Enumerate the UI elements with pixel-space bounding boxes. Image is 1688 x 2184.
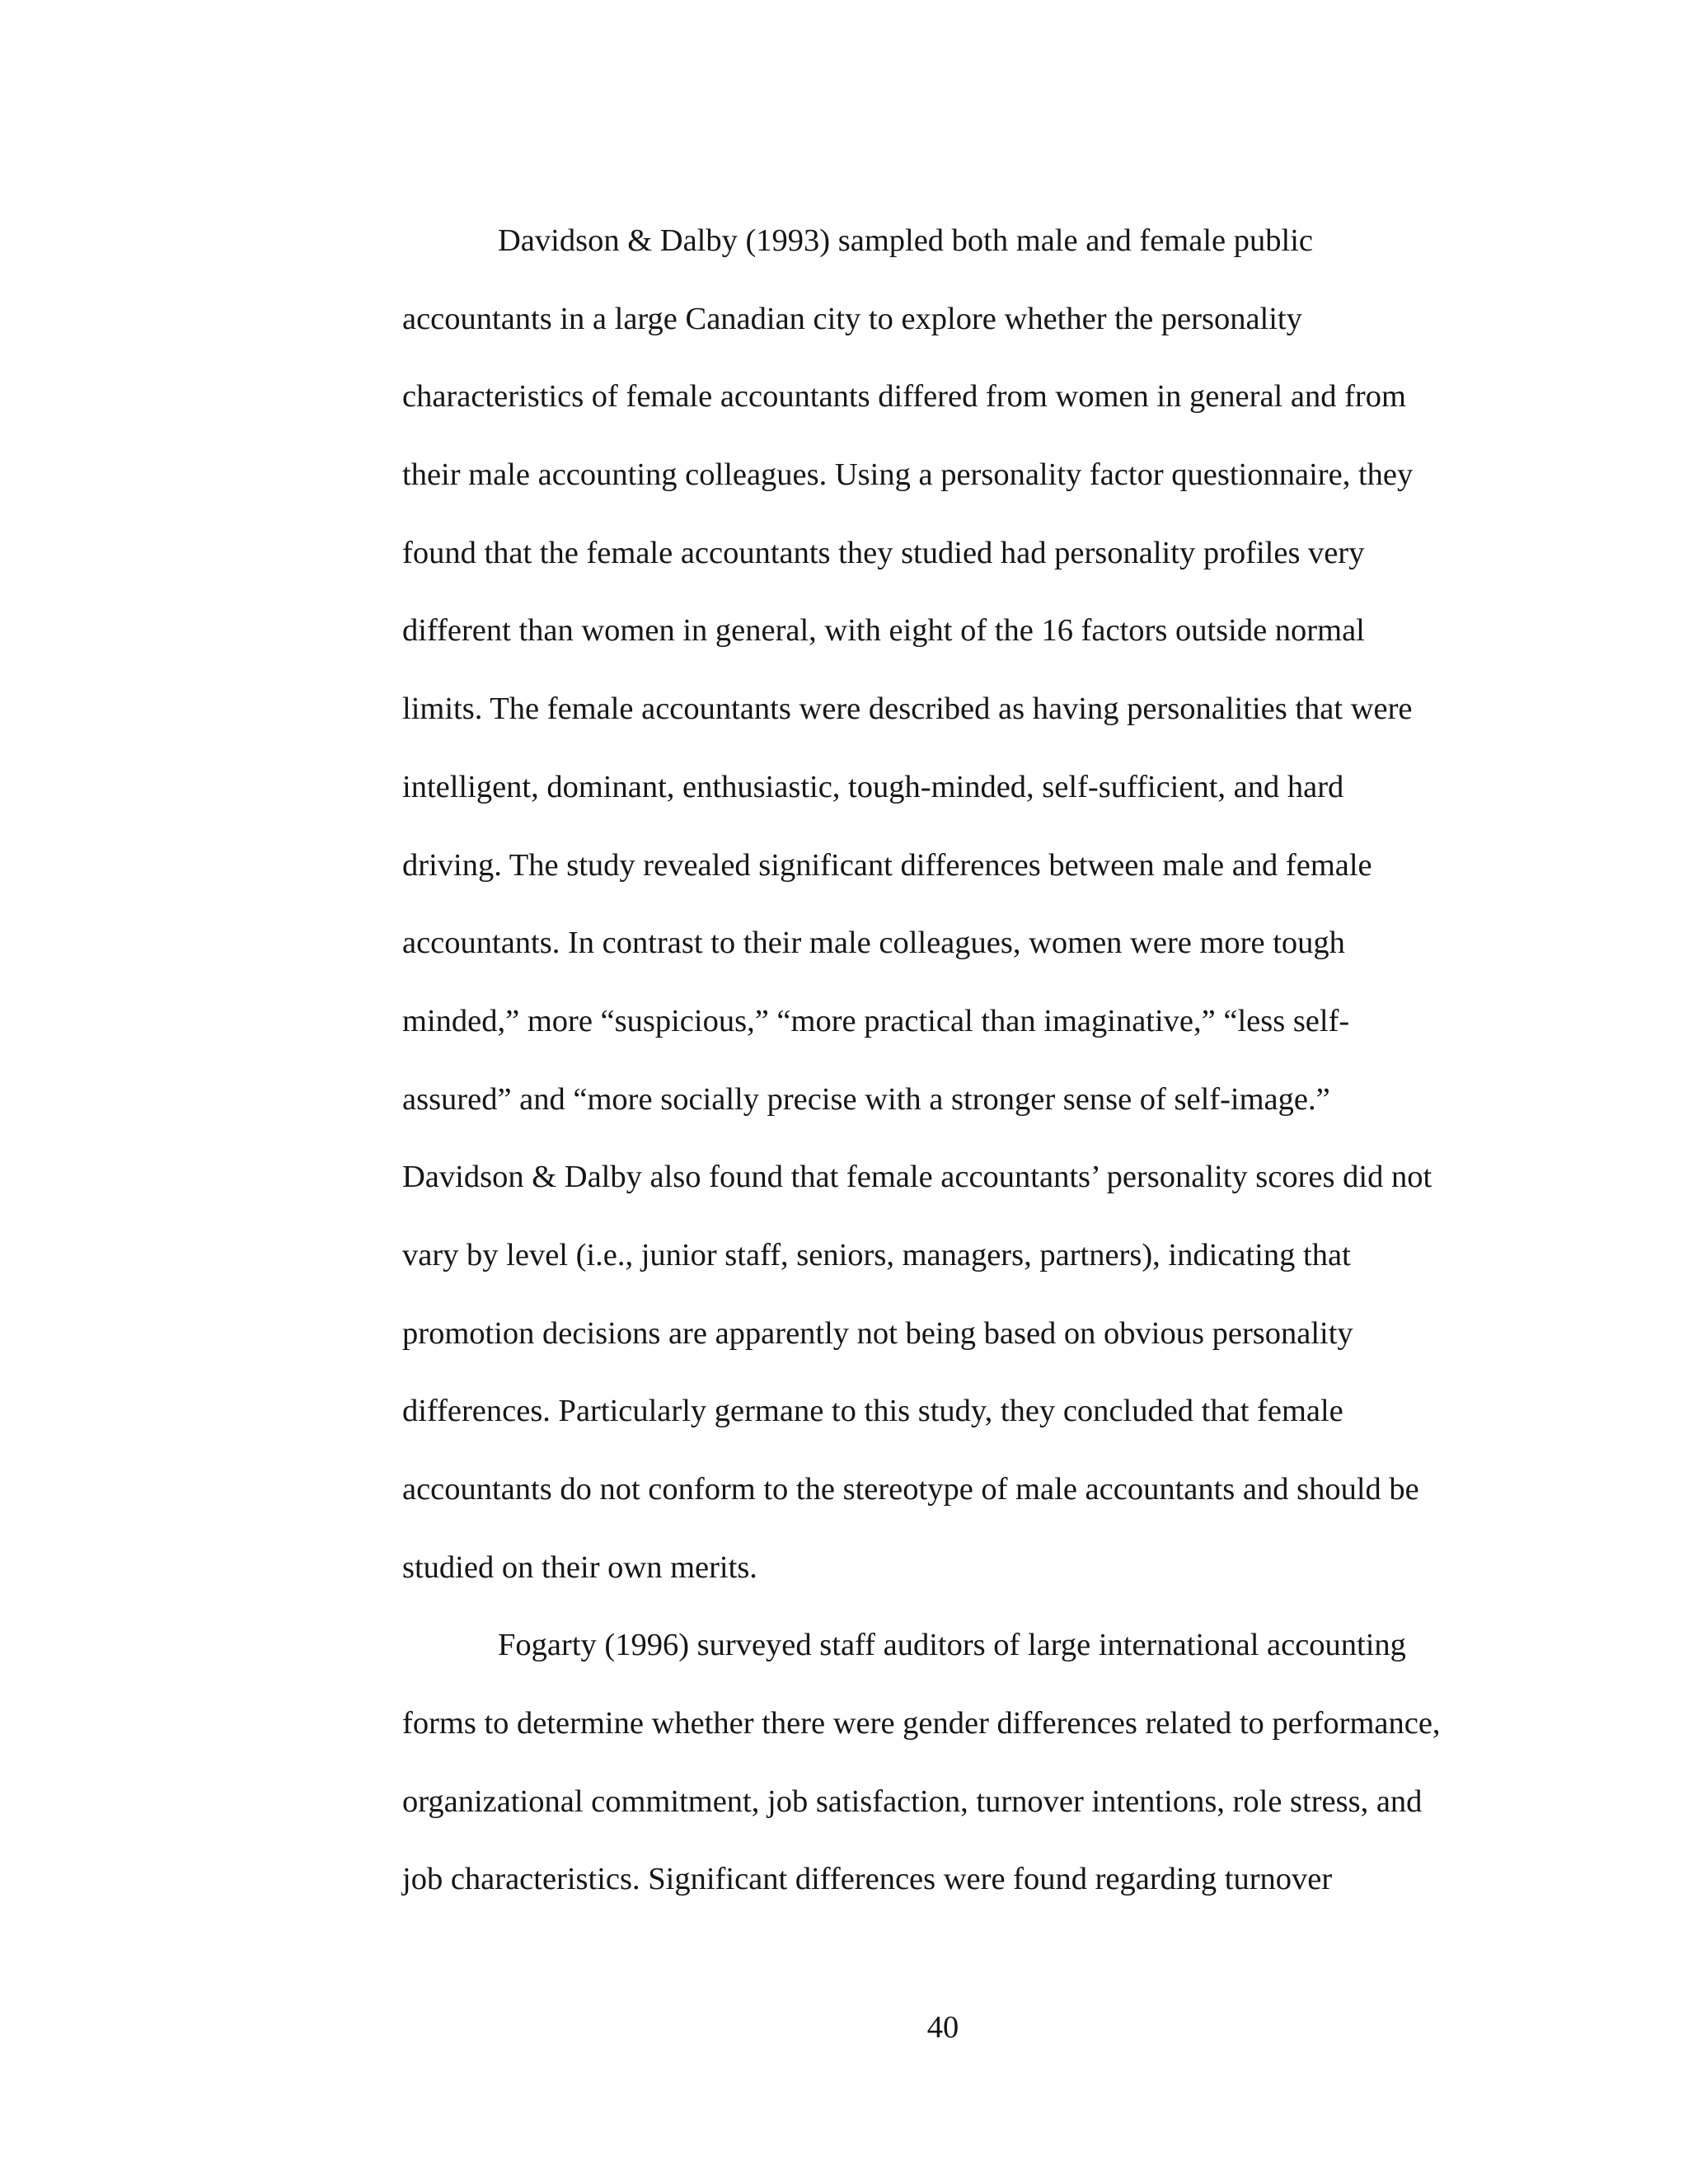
paragraph-line: differences. Particularly germane to this study, they concluded that female <box>402 1394 1343 1429</box>
paragraph-2 <box>402 1620 1490 1933</box>
paragraph-line: driving. The study revealed significant differences between male and female <box>402 847 1372 883</box>
paragraph-line: different than women in general, with eight of the 16 factors outside normal <box>402 613 1365 649</box>
paragraph-line: accountants in a large Canadian city to explore whether the personality <box>402 301 1302 336</box>
paragraph-line: promotion decisions are apparently not being based on obvious personality <box>402 1315 1353 1351</box>
paragraph-line: vary by level (i.e., junior staff, seniors, managers, partners), indicating that <box>402 1237 1351 1272</box>
paragraph-line: job characteristics. Significant differences were found regarding turnover <box>402 1862 1333 1897</box>
paragraph-line: assured” and “more socially precise with a stronger sense of self-image.” <box>402 1081 1330 1117</box>
paragraph-line: organizational commitment, job satisfaction, turnover intentions, role stress, and <box>402 1783 1423 1819</box>
paragraph-line: found that the female accountants they studied had personality profiles very <box>402 535 1365 570</box>
paragraph-line: accountants do not conform to the stereotype of male accountants and should be <box>402 1472 1419 1507</box>
paragraph-line: Davidson & Dalby also found that female accountants’ personality scores did not <box>402 1160 1432 1195</box>
paragraph-line: Davidson & Dalby (1993) sampled both male and female public <box>498 223 1313 258</box>
paragraph-line: limits. The female accountants were described as having personalities that were <box>402 691 1413 727</box>
paragraph-line: their male accounting colleagues. Using a personality factor questionnaire, they <box>402 457 1414 493</box>
page-number: 40 <box>926 2010 959 2045</box>
paragraph-line: accountants. In contrast to their male colleagues, women were more tough <box>402 926 1345 961</box>
paragraph-line: forms to determine whether there were gender differences related to performance, <box>402 1706 1441 1741</box>
paragraph-line: Fogarty (1996) surveyed staff auditors of large international accounting <box>498 1628 1406 1663</box>
paragraph-1 <box>402 216 1490 1620</box>
paragraph-line: studied on their own merits. <box>402 1549 757 1585</box>
paragraph-line: intelligent, dominant, enthusiastic, tough-minded, self-sufficient, and hard <box>402 769 1344 804</box>
paragraph-line: minded,” more “suspicious,” “more practical than imaginative,” “less self- <box>402 1003 1350 1038</box>
body-text <box>402 216 1490 1933</box>
paragraph-line: characteristics of female accountants differed from women in general and from <box>402 379 1406 415</box>
